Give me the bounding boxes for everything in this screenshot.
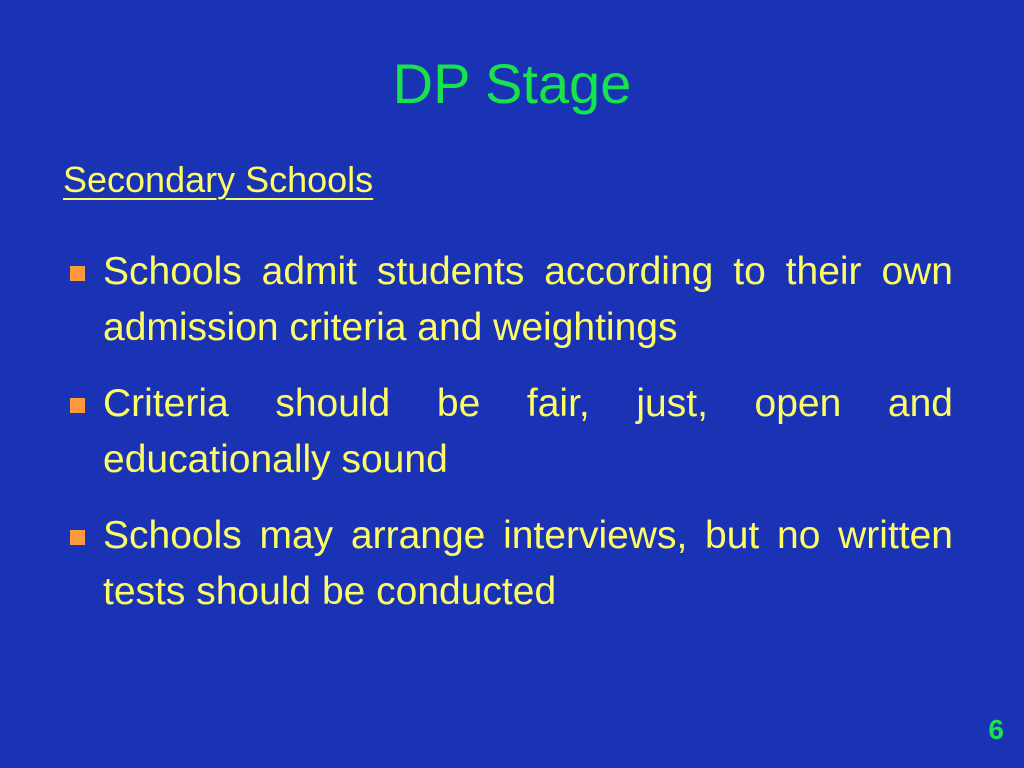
bullet-text: Schools admit students according to their own admission criteria and weightings (103, 250, 953, 349)
bullet-text: Criteria should be fair, just, open and educationally sound (103, 382, 953, 481)
bullet-item (63, 376, 953, 488)
bullet-list (63, 244, 953, 640)
page-number: 6 (988, 714, 1004, 745)
section-heading: Secondary Schools (63, 159, 374, 200)
slide-title: DP Stage (392, 52, 632, 115)
bullet-item (63, 244, 953, 356)
bullet-item (63, 508, 953, 620)
square-bullet-icon (70, 398, 85, 413)
square-bullet-icon (70, 530, 85, 545)
bullet-text: Schools may arrange interviews, but no written tests should be conducted (103, 514, 953, 613)
square-bullet-icon (70, 266, 85, 281)
